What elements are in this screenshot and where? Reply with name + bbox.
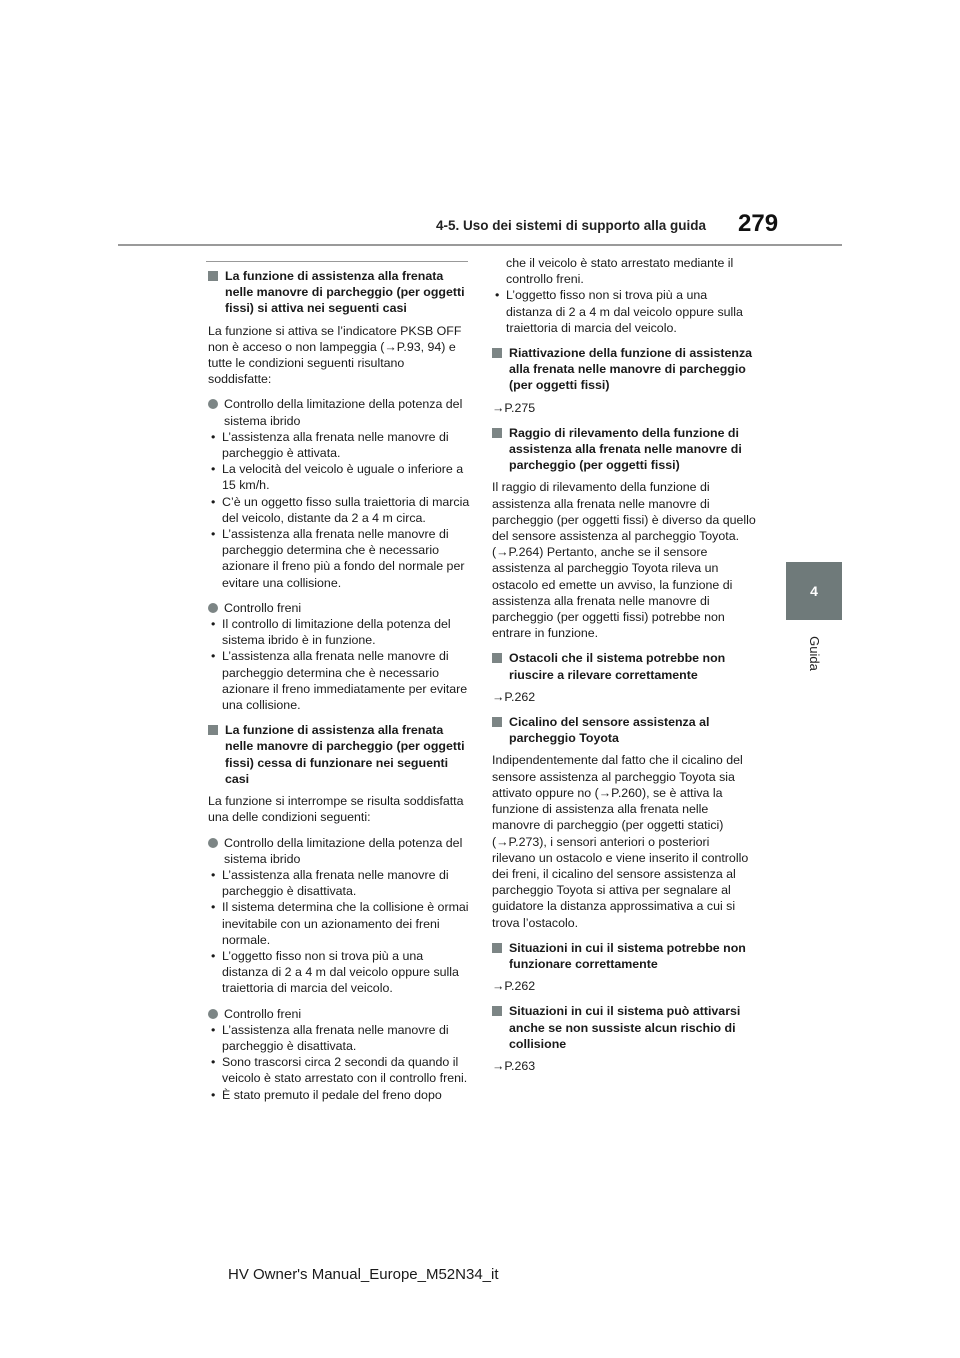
bullet-list [492, 287, 756, 336]
condition-group [208, 600, 470, 616]
heading-text: Cicalino del sensore assistenza al parcheggio Toyota [509, 715, 710, 746]
heading-text: Riattivazione della funzione di assistenza alla frenata nelle manovre di parcheggio (per oggetti fissi) [509, 346, 753, 393]
list-item: • L’assistenza alla frenata nelle manovre di parcheggio è disattivata. [208, 867, 470, 899]
bullet-list [208, 616, 470, 713]
page-reference[interactable]: →P.275 [492, 400, 536, 415]
section-heading [208, 722, 470, 787]
page-reference[interactable]: →P.263 [492, 1058, 536, 1073]
section-heading [208, 268, 470, 317]
list-item: • È stato premuto il pedale del freno dopo [208, 1087, 470, 1103]
page-reference[interactable]: →P.262 [492, 979, 536, 994]
circle-bullet-icon [208, 1009, 218, 1019]
list-item: • Il sistema determina che la collisione è ormai inevitabile con un azionamento dei freni normale. [208, 899, 470, 948]
heading-text: La funzione di assistenza alla frenata nelle manovre di parcheggio (per oggetti fissi) cessa di funzionare nei seguenti casi [225, 723, 465, 786]
list-item: • L’assistenza alla frenata nelle manovre di parcheggio è attivata. [208, 429, 470, 461]
paragraph: Il raggio di rilevamento della funzione di assistenza alla frenata nelle manovre di parcheggio (per oggetti fissi) è diverso da quello del sensore assistenza al parcheggio Toyota. (→P.264) Pertanto, anche se il sensore assistenza al parcheggio Toyota rileva un ostacolo ed emette un avviso, la funzione di assistenza alla frenata nelle manovre di parcheggio (per oggetti fissi) potrebbe non entrare in funzione. [492, 480, 756, 641]
list-item: • C’è un oggetto fisso sulla traiettoria di marcia del veicolo, distante da 2 a 4 m circa. [208, 494, 470, 526]
header-divider [118, 244, 842, 246]
section-title: 4-5. Uso dei sistemi di supporto alla guida [436, 218, 707, 233]
list-item: • Sono trascorsi circa 2 secondi da quando il veicolo è stato arrestato con il controllo freni. [208, 1054, 470, 1086]
footer-text: HV Owner's Manual_Europe_M52N34_it [228, 1266, 499, 1283]
column-divider [206, 261, 468, 262]
square-bullet-icon [492, 717, 502, 727]
square-bullet-icon [208, 271, 218, 281]
condition-group [208, 1006, 470, 1022]
section-heading [492, 345, 756, 394]
list-item: • L’assistenza alla frenata nelle manovre di parcheggio è disattivata. [208, 1022, 470, 1054]
circle-bullet-icon [208, 399, 218, 409]
square-bullet-icon [208, 725, 218, 735]
page-reference[interactable]: →P.262 [492, 689, 536, 704]
heading-text: Situazioni in cui il sistema potrebbe non funzionare correttamente [509, 940, 746, 971]
paragraph: La funzione si attiva se l’indicatore PKSB OFF non è acceso o non lampeggia (→P.93, 94) e tutte le condizioni seguenti risultano soddisfatte: [208, 323, 462, 387]
square-bullet-icon [492, 653, 502, 663]
left-column [208, 268, 470, 1112]
section-heading [492, 1003, 756, 1052]
bullet-list [208, 429, 470, 591]
section-heading [492, 650, 756, 682]
list-item: • Il controllo di limitazione della potenza del sistema ibrido è in funzione. [208, 616, 470, 648]
chapter-tab [786, 562, 842, 620]
heading-text: Raggio di rilevamento della funzione di assistenza alla frenata nelle manovre di parcheggio (per oggetti fissi) [509, 425, 742, 473]
square-bullet-icon [492, 1006, 502, 1016]
heading-text: Situazioni in cui il sistema può attivarsi anche se non sussiste alcun rischio di collisione [509, 1004, 741, 1051]
square-bullet-icon [492, 348, 502, 358]
condition-group [208, 835, 470, 867]
circle-bullet-icon [208, 603, 218, 613]
condition-group-title: Controllo freni [224, 1006, 302, 1021]
list-item: • L’assistenza alla frenata nelle manovre di parcheggio determina che è necessario azionare il freno più a fondo del normale per evitare una collisione. [208, 526, 470, 591]
condition-group-title: Controllo della limitazione della potenza del sistema ibrido [224, 835, 463, 866]
square-bullet-icon [492, 428, 502, 438]
chapter-label-text: Guida [806, 636, 822, 671]
right-column [492, 255, 756, 1083]
chapter-number: 4 [810, 583, 818, 599]
condition-group [208, 396, 470, 428]
page-number: 279 [738, 210, 779, 237]
continued-text: che il veicolo è stato arrestato mediante il controllo freni. [506, 256, 734, 287]
list-item: • L’oggetto fisso non si trova più a una distanza di 2 a 4 m dal veicolo oppure sulla traiettoria di marcia del veicolo. [208, 948, 470, 997]
condition-group-title: Controllo freni [224, 600, 302, 615]
paragraph: La funzione si interrompe se risulta soddisfatta una delle condizioni seguenti: [208, 794, 464, 825]
bullet-list [208, 867, 470, 997]
section-heading [492, 714, 756, 746]
section-heading [492, 425, 756, 474]
heading-text: Ostacoli che il sistema potrebbe non riuscire a rilevare correttamente [509, 651, 726, 682]
square-bullet-icon [492, 943, 502, 953]
condition-group-title: Controllo della limitazione della potenza del sistema ibrido [224, 397, 463, 428]
circle-bullet-icon [208, 838, 218, 848]
list-item: • La velocità del veicolo è uguale o inferiore a 15 km/h. [208, 461, 470, 493]
list-item: • L’oggetto fisso non si trova più a una distanza di 2 a 4 m dal veicolo oppure sulla traiettoria di marcia del veicolo. [492, 287, 756, 336]
list-item: • L’assistenza alla frenata nelle manovre di parcheggio determina che è necessario azionare il freno immediatamente per evitare una collisione. [208, 648, 470, 713]
bullet-list [208, 1022, 470, 1103]
section-heading [492, 940, 756, 972]
heading-text: La funzione di assistenza alla frenata nelle manovre di parcheggio (per oggetti fissi) si attiva nei seguenti casi [225, 269, 465, 316]
paragraph: Indipendentemente dal fatto che il cicalino del sensore assistenza al parcheggio Toyota sia attivato oppure no (→P.260), se è attiva la funzione di assistenza alla frenata nelle manovre di parcheggio (per oggetti statici) (→P.273), i sensori anteriori o posteriori rilevano un ostacolo e viene inserito il controllo dei freni, il cicalino del sensore assistenza al parcheggio Toyota si attiva per segnalare al guidatore la distanza approssimativa a cui si trova l’ostacolo. [492, 753, 749, 930]
chapter-label [804, 628, 824, 688]
